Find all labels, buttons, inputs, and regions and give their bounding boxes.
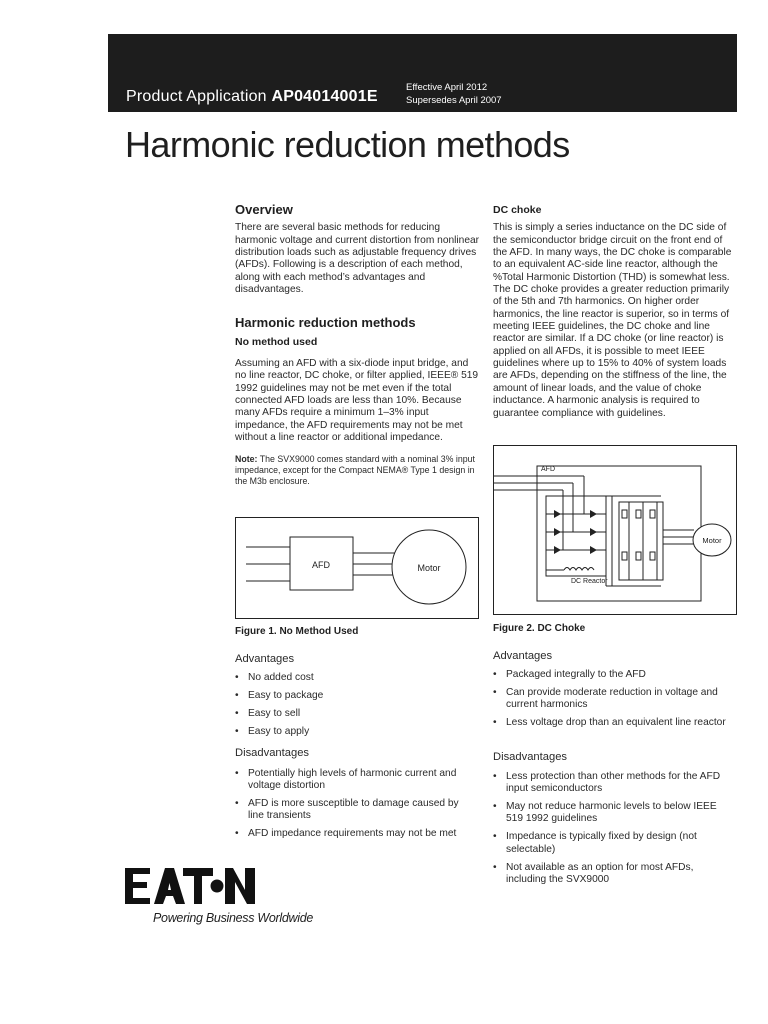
list-item: • Can provide moderate reduction in voltage and current harmonics	[493, 687, 733, 711]
supersedes-date: Supersedes April 2007	[406, 95, 502, 106]
logo-dot	[211, 880, 224, 893]
figure-1-no-method	[235, 517, 479, 619]
diode-3	[554, 528, 561, 536]
figure-2-dc-choke	[493, 445, 737, 615]
logo-letter-n	[225, 868, 255, 904]
right-advantages-list	[493, 669, 733, 735]
list-item: • Less protection than other methods for the AFD input semiconductors	[493, 771, 733, 795]
afd-label: AFD	[312, 560, 330, 570]
eaton-logo	[125, 866, 257, 911]
right-disadvantages-heading: Disadvantages	[493, 751, 568, 763]
header-dates	[406, 81, 502, 107]
diode-2	[590, 510, 597, 518]
note	[235, 454, 480, 487]
igbt-4	[622, 552, 627, 560]
effective-date: Effective April 2012	[406, 82, 488, 93]
list-item: • No added cost	[235, 672, 475, 684]
list-item: • Packaged integrally to the AFD	[493, 669, 733, 681]
diode-1	[554, 510, 561, 518]
note-label: Note:	[235, 453, 258, 464]
list-item: • Easy to package	[235, 690, 475, 702]
igbt-3	[650, 510, 655, 518]
afd-label: AFD	[541, 466, 555, 473]
igbt-5	[636, 552, 641, 560]
overview-heading: Overview	[235, 202, 293, 217]
dc-choke-heading: DC choke	[493, 204, 542, 216]
list-item: • Easy to apply	[235, 726, 475, 738]
dc-reactor-coil	[564, 568, 594, 571]
logo-letter-t	[183, 868, 213, 904]
motor-label: Motor	[417, 563, 441, 573]
list-item: • AFD is more susceptible to damage caused by line transients	[235, 798, 473, 822]
list-item: • Impedance is typically fixed by design (not selectable)	[493, 831, 733, 855]
methods-heading: Harmonic reduction methods	[235, 315, 416, 331]
left-advantages-list	[235, 672, 475, 744]
igbt-6	[650, 552, 655, 560]
product-code: AP04014001E	[271, 88, 378, 105]
right-disadvantages-list	[493, 771, 733, 892]
no-method-text: Assuming an AFD with a six-diode input bridge, and no line reactor, DC choke, or filter applied, IEEE® 519 1992 guidelines may not be met even if the total connected AFD loads are less than 10%. Because many AFDs require a minimum 1–3% input impedance, the AFD requirements may not be met without a line reactor or additional impedance.	[235, 358, 479, 444]
list-item: • Less voltage drop than an equivalent line reactor	[493, 717, 733, 729]
note-text: The SVX9000 comes standard with a nominal 3% input impedance, except for the Compact NEMA® Type 1 design in the M3b enclosure.	[235, 453, 475, 486]
eaton-logo-mark	[125, 866, 257, 906]
list-item: • Potentially high levels of harmonic current and voltage distortion	[235, 768, 473, 792]
figure-2-caption: Figure 2. DC Choke	[493, 623, 586, 634]
logo-letter-a	[154, 868, 185, 904]
igbt-1	[622, 510, 627, 518]
list-item: • May not reduce harmonic levels to below IEEE 519 1992 guidelines	[493, 801, 733, 825]
left-disadvantages-heading: Disadvantages	[235, 747, 310, 759]
diode-4	[590, 528, 597, 536]
right-advantages-heading: Advantages	[493, 650, 553, 662]
figure-1-caption: Figure 1. No Method Used	[235, 626, 359, 637]
page-title: Harmonic reduction methods	[125, 124, 570, 165]
dc-choke-text: This is simply a series inductance on the DC side of the semiconductor bridge circuit on the front end of the AFD. In many ways, the DC choke is comparable to an equivalent AC-side line reactor, although the %Total Harmonic Distortion (THD) is somewhat less. The DC choke provides a greater reduction primarily of the 5th and 7th harmonics. On higher order harmonics, the line reactor is superior, so in terms of meeting IEEE guidelines, the DC choke and line reactor are similar. If a DC choke (or line reactor) is applied on all AFDs, it is possible to meet IEEE guidelines where up to 15% to 40% of system loads are AFDs, depending on the stiffness of the line, the amount of linear loads, and the value of choke inductance. A harmonic analysis is required to guarantee compliance with guidelines.	[493, 222, 732, 419]
list-item: • Not available as an option for most AFDs, including the SVX9000	[493, 862, 733, 886]
list-item: • AFD impedance requirements may not be met	[235, 828, 473, 840]
igbt-2	[636, 510, 641, 518]
rectifier-bridge	[546, 496, 606, 576]
diode-6	[590, 546, 597, 554]
figure-2-diagram	[494, 446, 736, 614]
right-column	[493, 204, 738, 420]
left-column	[235, 204, 480, 487]
motor-label: Motor	[702, 536, 722, 545]
dc-reactor-label: DC Reactor	[571, 578, 608, 585]
logo-letter-e	[125, 868, 150, 904]
header-bar	[108, 34, 737, 112]
tagline: Powering Business Worldwide	[153, 911, 314, 925]
list-item: • Easy to sell	[235, 708, 475, 720]
no-method-heading: No method used	[235, 335, 318, 348]
product-application	[126, 88, 378, 106]
left-disadvantages-list	[235, 768, 473, 846]
left-advantages-heading: Advantages	[235, 653, 295, 665]
product-prefix: Product Application	[126, 88, 267, 105]
overview-text: There are several basic methods for reducing harmonic voltage and current distortion from nonlinear distribution loads such as adjustable frequency drives (AFDs). Following is a description of each method, along with each method’s advantages and disadvantages.	[235, 222, 480, 296]
diode-5	[554, 546, 561, 554]
figure-1-diagram	[236, 518, 478, 618]
